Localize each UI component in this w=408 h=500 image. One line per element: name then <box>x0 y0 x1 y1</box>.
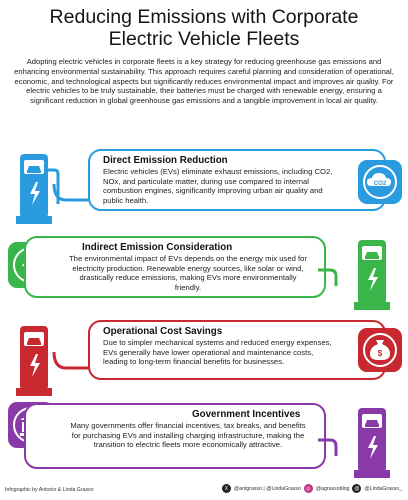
section-title: Operational Cost Savings <box>103 326 223 337</box>
co2-cloud-icon <box>356 158 404 206</box>
charging-cable <box>50 348 90 372</box>
charging-station-icon <box>342 236 402 316</box>
footer-credit: Infographic by Antonio & Linda Grasso <box>5 487 94 493</box>
section-card-direct-emission <box>88 149 386 211</box>
title-line-1: Reducing Emissions with Corporate <box>49 6 359 28</box>
title-line-2: Electric Vehicle Fleets <box>108 28 300 50</box>
section-title: Direct Emission Reduction <box>103 155 228 166</box>
section-body: Due to simpler mechanical systems and reduced energy expenses, EVs generally have lower operational and maintenance costs, leading to long-term financial benefits for businesses. <box>103 338 332 367</box>
section-card-government-incentives <box>24 403 326 469</box>
section-body: Electric vehicles (EVs) eliminate exhaust emissions, including CO2, NOx, and particulate matter, during use compared to internal combustion engines, significantly improving urban air quality and public health. <box>103 167 333 205</box>
page-title <box>0 6 408 50</box>
section-title: Indirect Emission Consideration <box>82 242 233 253</box>
footer-handle-1: @antgrasso | @LindaGrasso <box>233 485 301 492</box>
footer-social <box>222 484 402 493</box>
instagram-icon: ◎ <box>304 484 313 493</box>
co2-label: CO2 <box>373 181 387 187</box>
section-body: Many governments offer financial incentives, tax breaks, and benefits for purchasing EVs and installing charging infrastructure, making the transition to electric fleets more economically attractive. <box>70 421 306 450</box>
section-card-indirect-emission <box>24 236 326 298</box>
x-icon: X <box>222 484 231 493</box>
charging-station-icon <box>342 404 402 484</box>
footer-handle-3: @LindaGrasso_ <box>364 485 402 492</box>
charging-cable <box>50 180 90 204</box>
intro-paragraph: Adopting electric vehicles in corporate fleets is a key strategy for reducing greenhouse gas emissions and enhancing environmental sustainability. This approach requires careful planning and consideration of operational, economic, and technological aspects but significantly reduces environmental impact and improves air quality. For electric vehicles to be truly sustainable, their batteries must be charged with renewable energy, ensuring a significant reduction in global greenhouse gas emissions and a tangible improvement in local air quality. <box>14 57 394 106</box>
footer-handle-2: @agrassoblog <box>315 485 350 492</box>
section-body: The environmental impact of EVs depends on the energy mix used for electricity production. Renewable energy sources, like solar or wind, drastically reduce emissions, making EVs more environmentally friendly. <box>68 254 308 292</box>
threads-icon: @ <box>354 485 360 492</box>
svg-text:$: $ <box>377 349 383 358</box>
section-title: Government Incentives <box>192 409 301 420</box>
money-bag-icon <box>356 326 404 374</box>
section-card-operational-cost <box>88 320 386 380</box>
